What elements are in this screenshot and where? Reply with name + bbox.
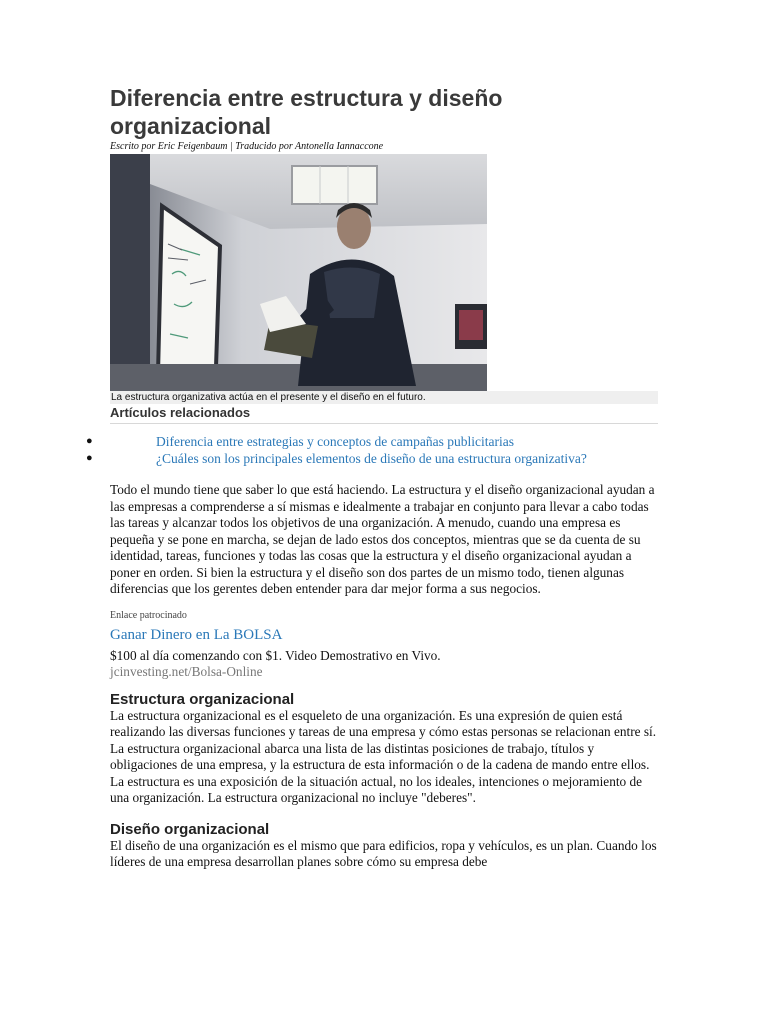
list-item — [86, 450, 658, 467]
bullet-icon: ● — [86, 435, 93, 447]
byline: Escrito por Eric Feigenbaum | Traducido por Antonella Iannaccone — [110, 141, 384, 152]
sponsored-label: Enlace patrocinado — [110, 609, 187, 621]
figure-caption: La estructura organizativa actúa en el presente y el diseño en el futuro. — [110, 391, 658, 404]
related-articles-heading: Artículos relacionados — [110, 405, 251, 420]
article-figure — [110, 154, 658, 404]
structure-paragraph: La estructura organizacional es el esqueleto de una organización. Es una expresión de quien está realizando las diversas funciones y tareas de una empresa y cómo estas personas se relacionan entre sí. La estructura organizacional abarca una lista de las distintas posiciones de trabajo, títulos y obligaciones de una empresa, y la estructura de esta información o de la cadena de mando entre ellos. La estructura es una exposición de la situación actual, no los ideales, intenciones o mejoramiento de una organización. La estructura organizacional no incluye "deberes". — [110, 707, 657, 805]
intro-paragraph: Todo el mundo tiene que saber lo que está haciendo. La estructura y el diseño organizacional ayudan a las empresas a comprenderse a sí mismas e idealmente a trabajar en conjunto para llevar a cabo todas las tareas y alcanzar todos los objetivos de una organización. A menudo, cuando una empresa es pequeña y se pone en marcha, se dejan de lado estos dos conceptos, mientras que se da cuenta de su identidad, tareas, funciones y todas las cosas que la estructura y el diseño organizacional ayudan a poner en orden. Si bien la estructura y el diseño son dos partes de un mismo todo, tienen algunas diferencias que los gerentes deben entender para dar mejor forma a sus negocios. — [110, 482, 655, 596]
section-heading-structure: Estructura organizacional — [110, 690, 295, 708]
divider — [110, 423, 658, 424]
related-article-link[interactable]: Diferencia entre estrategias y conceptos de campañas publicitarias — [156, 434, 514, 449]
sponsored-link[interactable]: Ganar Dinero en La BOLSA — [110, 626, 283, 643]
article — [86, 84, 658, 871]
related-articles-list — [86, 433, 658, 467]
page-title: Diferencia entre estructura y diseño organizacional — [110, 85, 503, 139]
bullet-icon: ● — [86, 452, 93, 464]
section-heading-design: Diseño organizacional — [110, 820, 270, 838]
sponsored-description: $100 al día comenzando con $1. Video Demostrativo en Vivo. — [110, 647, 441, 663]
related-article-link[interactable]: ¿Cuáles son los principales elementos de diseño de una estructura organizativa? — [156, 451, 587, 466]
design-paragraph: El diseño de una organización es el mismo que para edificios, ropa y vehículos, es un plan. Cuando los líderes de una empresa desarrollan planes sobre cómo su empresa debe — [110, 837, 657, 869]
list-item — [86, 433, 658, 450]
office-photo — [110, 154, 487, 391]
sponsored-url[interactable]: jcinvesting.net/Bolsa-Online — [110, 663, 263, 679]
